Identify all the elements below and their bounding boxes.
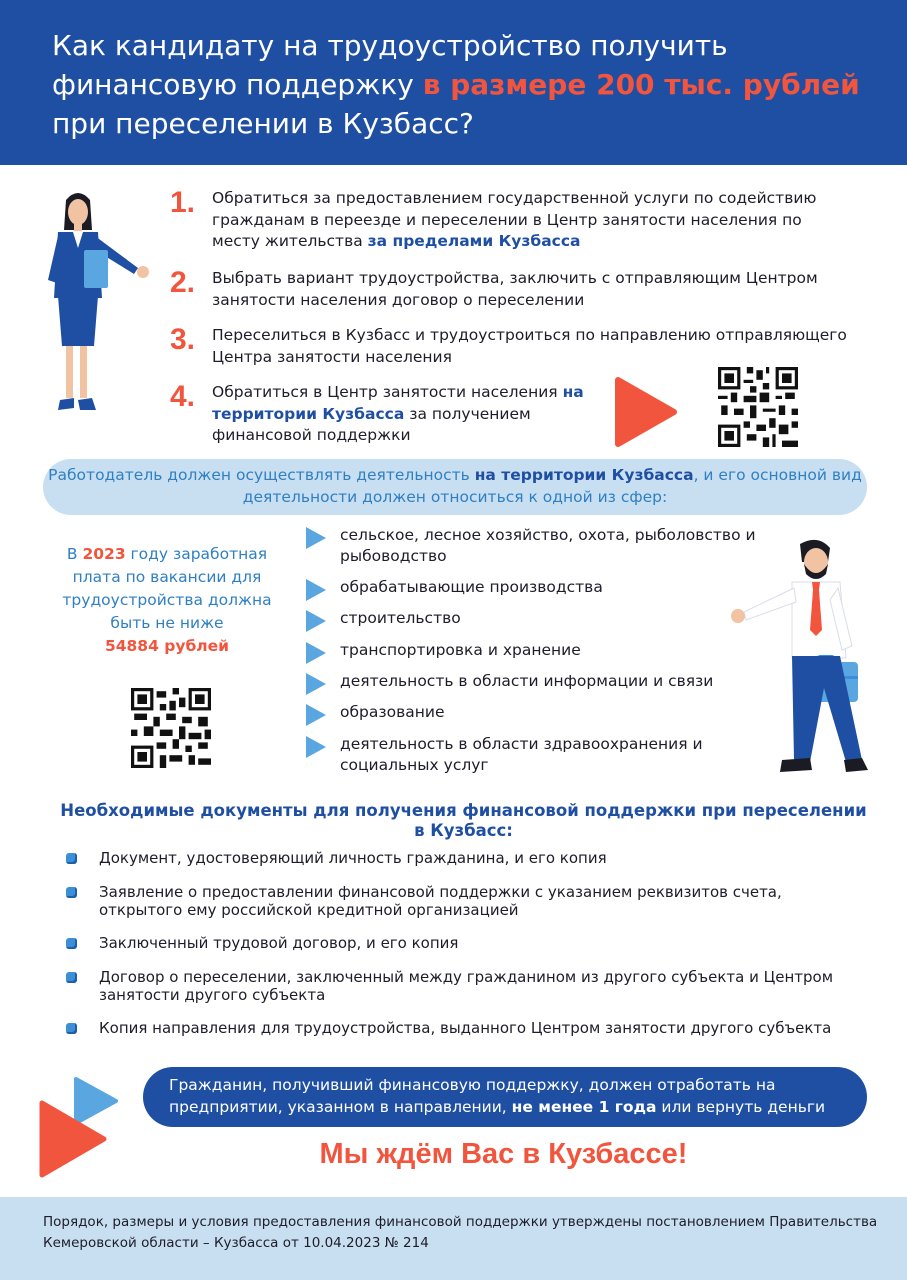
document-item [66,968,871,1006]
employer-banner [43,459,867,515]
step-highlight: на территории Кузбасса [212,383,584,423]
document-text: Документ, удостоверяющий личность гражданина, и его копия [99,849,607,867]
step-text: Обратиться в Центр занятости населения на территории Кузбасса за получением финансовой поддержки [212,383,584,444]
document-text: Заявление о предоставлении финансовой поддержки с указанием реквизитов счета, открытого ему российской кредитной организацией [99,883,782,919]
footer-text: Порядок, размеры и условия предоставления финансовой поддержки утверждены постановлением Правительства Кемеровской области – Кузбасса от 10.04.2023 № 214 [43,1214,878,1251]
triangle-bullet-icon [306,642,326,664]
step-1 [170,186,850,252]
salary-amount: 54884 рублей [104,637,230,655]
sector-item [302,640,772,664]
triangle-bullet-icon [306,736,326,758]
sector-item [302,525,772,569]
step-highlight: за пределами Кузбасса [367,232,581,250]
document-item [66,849,871,869]
banner-highlight: на территории Кузбасса [474,466,694,484]
sector-text: транспортировка и хранение [340,641,581,659]
sector-text: сельское, лесное хозяйство, охота, рыболовство и рыбоводство [340,526,756,565]
decorative-arrows-icon [38,1075,120,1179]
triangle-bullet-icon [306,579,326,601]
sector-text: образование [340,703,445,721]
triangle-bullet-icon [306,610,326,632]
step-number: 3. [170,323,196,356]
header-banner [0,0,907,165]
document-item [66,1019,871,1057]
step-2 [170,266,850,312]
footer [0,1197,907,1280]
qr-code-2[interactable] [131,688,211,768]
obligation-banner [143,1067,867,1127]
step-3 [170,323,850,369]
square-bullet-icon [66,938,77,949]
step-text: Выбрать вариант трудоустройства, заключить с отправляющим Центром занятости населения договор о переселении [212,269,818,309]
man-illustration [722,538,872,778]
triangle-bullet-icon [306,673,326,695]
sector-item [302,671,772,695]
salary-year: 2023 [82,545,126,563]
documents-title: Необходимые документы для получения финансовой поддержки при переселении в Кузбасс: [60,801,867,840]
step-text: Обратиться за предоставлением государственной услуги по содействию гражданам в переезде и переселении в Центр занятости населения по месту жительства за пределами Кузбасса [212,189,817,250]
step-number: 4. [170,380,196,413]
qr-code-1[interactable] [718,367,798,447]
step-4 [170,380,590,446]
sector-text: деятельность в области здравоохранения и социальных услуг [340,735,703,774]
obligation-highlight: не менее 1 года [511,1098,657,1116]
play-arrow-icon [614,376,678,448]
document-text: Копия направления для трудоустройства, выданного Центром занятости другого субъекта [99,1019,832,1037]
square-bullet-icon [66,972,77,983]
sector-item [302,608,772,632]
square-bullet-icon [66,887,77,898]
document-text: Заключенный трудовой договор, и его копия [99,934,459,952]
document-item [66,883,871,921]
step-number: 1. [170,186,196,219]
square-bullet-icon [66,853,77,864]
sector-item [302,702,772,726]
obligation-text: Гражданин, получивший финансовую поддержку, должен отработать на предприятии, указанном в направлении, не менее 1 года или вернуть деньги [169,1076,826,1116]
sector-item [302,577,772,601]
square-bullet-icon [66,1023,77,1034]
sector-text: деятельность в области информации и связи [340,672,714,690]
employer-banner-text: Работодатель должен осуществлять деятельность на территории Кузбасса, и его основной вид деятельности должен относиться к одной из сфер: [48,466,862,506]
sector-text: строительство [340,609,461,627]
triangle-bullet-icon [306,527,326,549]
document-item [66,934,871,954]
slogan: Мы ждём Вас в Кузбассе! [319,1138,688,1170]
document-text: Договор о переселении, заключенный между гражданином из другого субъекта и Центром занятости другого субъекта [99,968,834,1004]
step-text: Переселиться в Кузбасс и трудоустроиться по направлению отправляющего Центра занятости населения [212,326,847,366]
sector-text: обрабатывающие производства [340,578,603,596]
title-highlight: в размере 200 тыс. рублей [422,68,860,101]
sector-item [302,734,722,778]
page-title: Как кандидату на трудоустройство получить финансовую поддержку в размере 200 тыс. рублей при переселении в Кузбасс? [52,29,860,140]
salary-info: В 2023 году заработная плата по вакансии для трудоустройства должна быть не ниже 54884 рублей [62,545,272,655]
woman-illustration [40,188,160,428]
triangle-bullet-icon [306,704,326,726]
step-number: 2. [170,266,196,299]
